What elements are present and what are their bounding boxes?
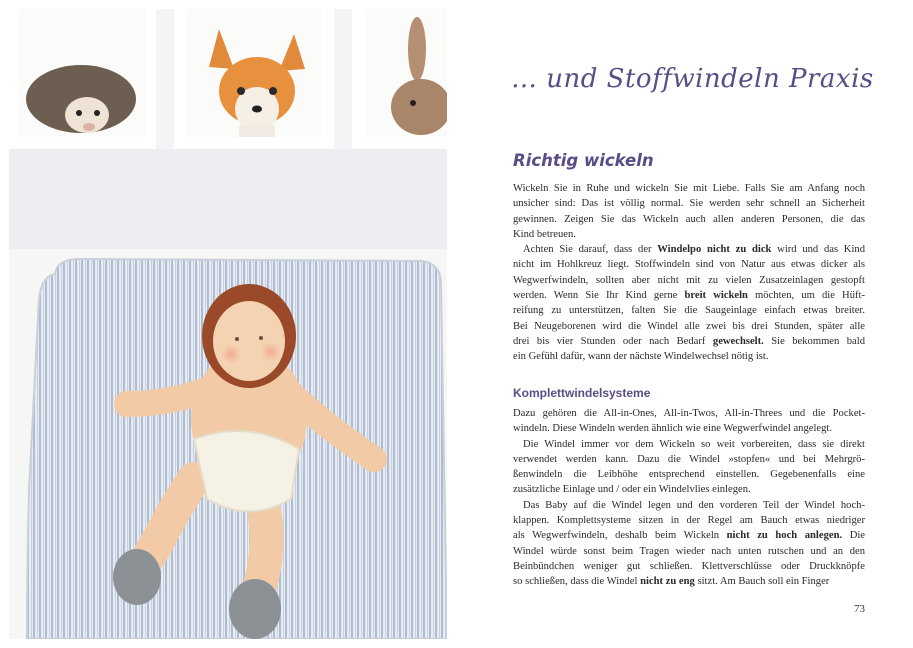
text-line <box>513 437 865 452</box>
text-page <box>511 0 874 648</box>
text-run: Wickeln Sie in Ruhe und wickeln Sie mit Liebe. Falls Sie am Anfang noch <box>513 183 865 194</box>
text-line <box>513 303 865 318</box>
text-run: gewinnen. Zeigen Sie das Wickeln auch allen anderen Personen, die das <box>513 213 865 225</box>
text-run: Die <box>842 530 865 542</box>
text-line <box>513 257 865 272</box>
fox-print <box>174 9 334 149</box>
bold-phrase: nicht zu eng <box>640 576 695 588</box>
text-run: Beinbündchen weniger gut schließen. Klettverschlüsse oder Druckknöpfe <box>513 560 865 572</box>
bold-phrase: gewechselt. <box>712 335 764 347</box>
text-line <box>513 467 865 482</box>
bold-phrase: breit wickeln <box>684 290 748 302</box>
page-heading: … und Stoffwindeln Praxis <box>511 64 874 94</box>
text-run: möchten, um die Hüft- <box>747 290 865 302</box>
text-run: zusätzliche Einlage und / oder ein Windelvlies einlegen. <box>513 484 751 496</box>
rabbit-print <box>352 9 447 149</box>
text-line <box>513 319 865 334</box>
text-run: Sie bekommen bald <box>763 335 865 347</box>
text-line <box>513 528 865 543</box>
text-run: Windel würde sonst beim Tragen wieder nach unten rutschen und an den <box>513 545 865 557</box>
section-title: Richtig wickeln <box>513 151 654 170</box>
text-run: klappen. Komplettsysteme sitzen in der Regel am Bauch etwas niedriger <box>513 515 865 527</box>
text-run: so schließen, dass die Windel <box>513 576 641 588</box>
text-run: sitzt. Am Bauch soll ein Finger <box>694 576 830 588</box>
text-run: unsicher sind: Das ist völlig normal. Sie werden sehr schnell an Sicherheit <box>513 198 865 210</box>
text-run: Dazu gehören die All-in-Ones, All-in-Twos, All-in-Threes und die Pocket- <box>513 408 865 419</box>
section-body <box>513 181 865 365</box>
text-run: nicht im Hohlkreuz liegt. Stoffwindeln sind von Natur aus etwas dicker als <box>513 259 865 271</box>
bold-phrase: nicht zu hoch anlegen. <box>726 530 843 542</box>
text-run: drei bis vier Stunden oder nach Bedarf <box>513 335 713 347</box>
text-line <box>513 498 865 513</box>
text-run: windeln. Diese Windeln werden ähnlich wie eine Wegwerfwindel angelegt. <box>513 423 832 435</box>
text-run: als Wegwerfwindeln, deshalb beim Wickeln <box>513 530 727 542</box>
text-line <box>513 349 865 364</box>
text-line <box>513 181 865 196</box>
text-line <box>513 212 865 227</box>
text-run: wird und das Kind <box>771 244 865 256</box>
text-line <box>513 288 865 303</box>
page-number: 73 <box>854 603 865 615</box>
text-line <box>513 559 865 574</box>
text-run: werden. Wenn Sie Ihr Kind gerne <box>513 290 685 302</box>
hedgehog-print <box>9 9 156 149</box>
text-line <box>513 273 865 288</box>
text-run: Kind betreuen. <box>513 228 576 240</box>
text-run: ßenwindeln die Leibhöhe entsprechend einstellen. Gegebenenfalls eine <box>513 469 865 481</box>
text-run: Wegwerfwindeln, sollten aber nicht mit zu vielen Zusatzeinlagen gestopft <box>513 274 865 286</box>
text-run: Bei Neugeborenen wird die Windel alle zwei bis drei Stunden, später alle <box>513 320 865 332</box>
text-line <box>513 406 865 421</box>
text-run: Achten Sie darauf, dass der <box>523 244 658 256</box>
text-line <box>513 421 865 436</box>
text-line <box>513 334 865 349</box>
text-line <box>513 452 865 467</box>
text-line <box>513 242 865 257</box>
text-run: verwendet werden kann. Dazu die Windel »stopfen« und bei Mehrgrö- <box>513 453 865 465</box>
text-run: reifung zu unterstützen, falten Sie die Saugeinlage einfach etwas breiter. <box>513 305 865 317</box>
subsection-title: Komplettwindelsysteme <box>513 386 651 400</box>
text-line <box>513 574 865 589</box>
doll-photo <box>9 9 447 639</box>
text-line <box>513 227 865 242</box>
text-line <box>513 544 865 559</box>
text-line <box>513 513 865 528</box>
text-run: Das Baby auf die Windel legen und den vorderen Teil der Windel hoch- <box>523 499 865 511</box>
text-run: ein Gefühl dafür, wann der nächste Windelwechsel nötig ist. <box>513 351 769 363</box>
text-line <box>513 482 865 497</box>
text-run: Die Windel immer vor dem Wickeln so weit vorbereiten, dass sie direkt <box>523 438 865 450</box>
bold-phrase: Windelpo nicht zu dick <box>657 244 772 256</box>
text-line <box>513 196 865 211</box>
subsection-body <box>513 406 865 590</box>
